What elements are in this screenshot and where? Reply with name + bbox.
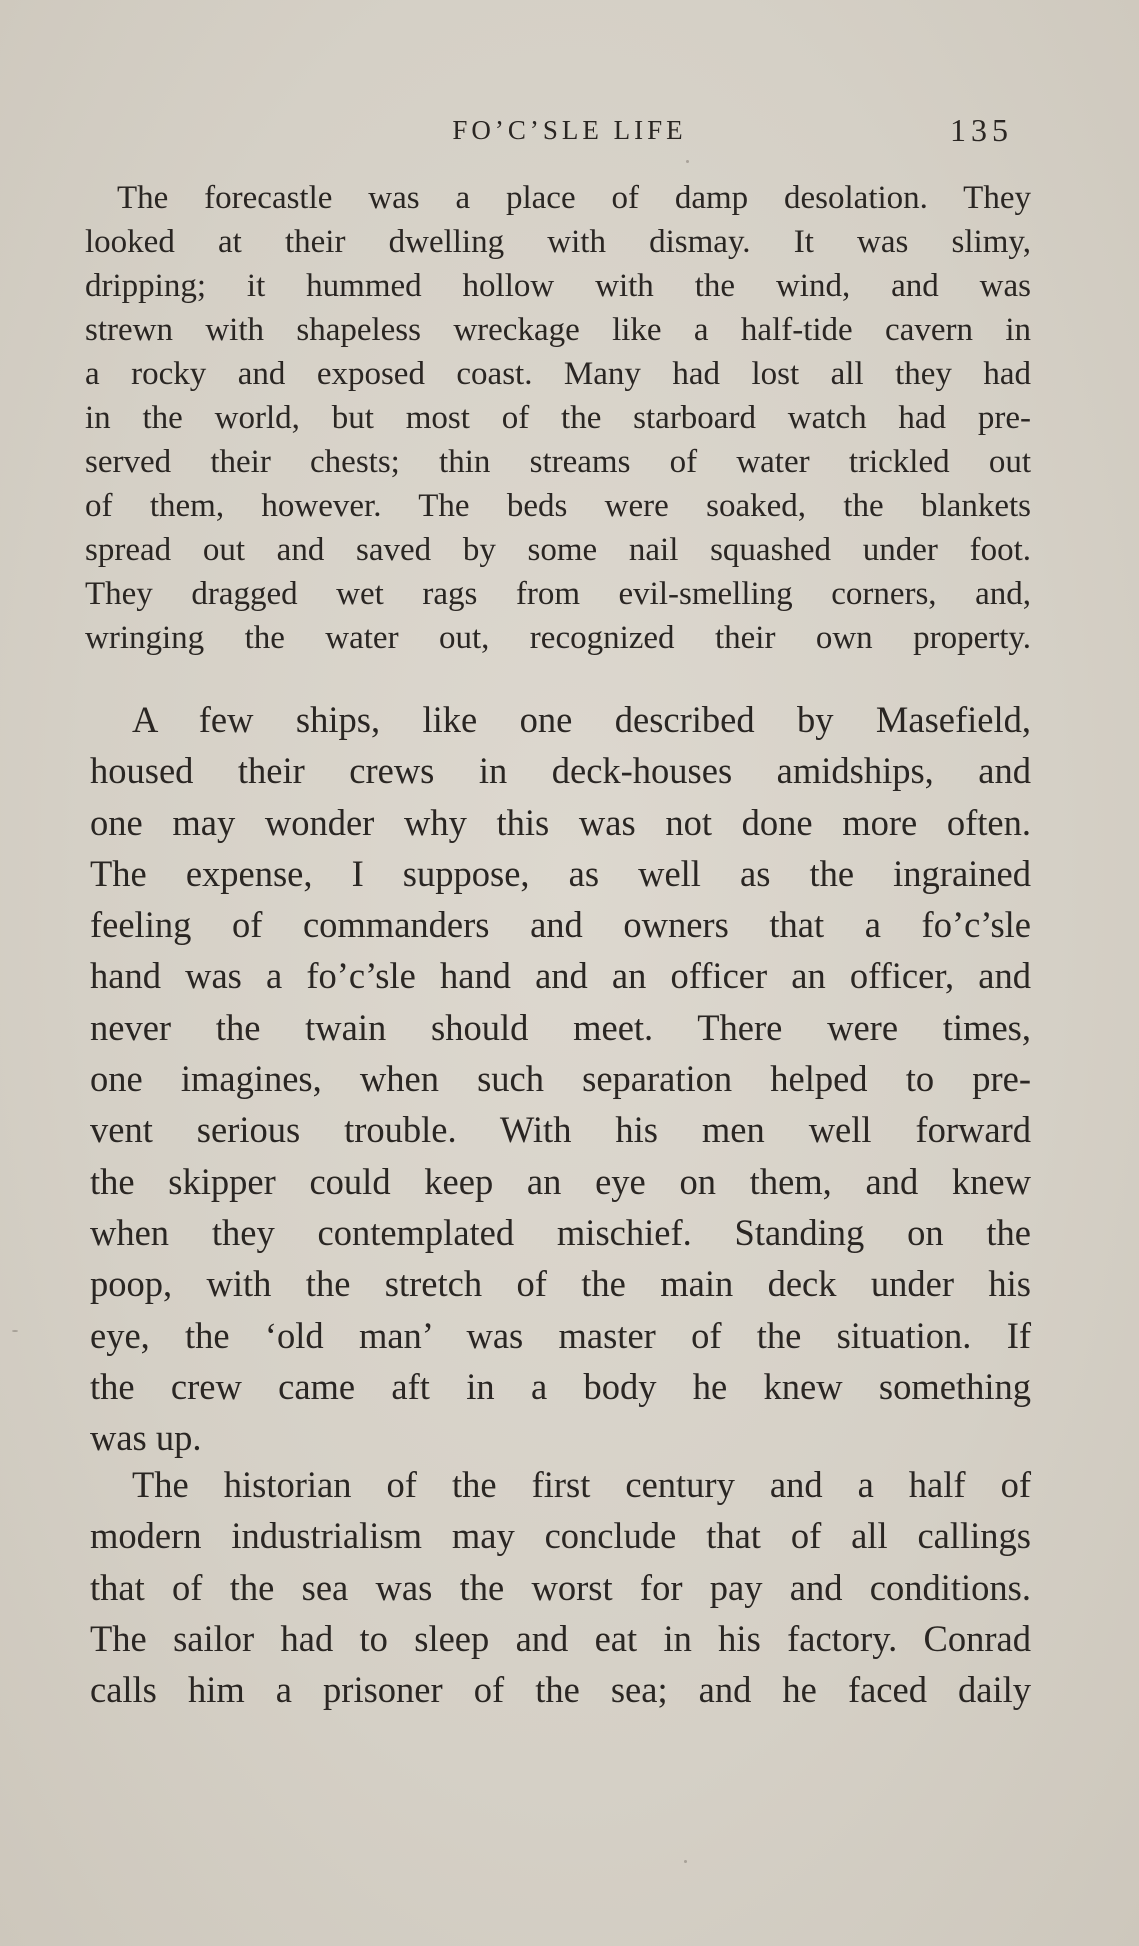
text-line: that of the sea was the worst for pay and conditions.: [90, 1566, 1031, 1608]
text-line: A few ships, like one described by Masefield,: [132, 699, 1031, 740]
text-line: housed their crews in deck-houses amidships, and: [90, 750, 1031, 792]
text-line: The expense, I suppose, as well as the ingrained: [90, 852, 1031, 894]
text-line: wringing the water out, recognized their own property.: [85, 620, 1031, 656]
text-line: The historian of the first century and a half of: [132, 1464, 1031, 1505]
text-line: never the twain should meet. There were times,: [90, 1006, 1031, 1048]
text-line: vent serious trouble. With his men well forward: [90, 1109, 1031, 1151]
body-paragraph-one: [90, 694, 1031, 1463]
text-line: one may wonder why this was not done more often.: [90, 801, 1031, 843]
running-head: [0, 110, 1139, 150]
text-line: the crew came aft in a body he knew something: [90, 1365, 1031, 1407]
text-line: a rocky and exposed coast. Many had lost all they had: [85, 356, 1031, 392]
text-line: eye, the ‘old man’ was master of the situation. If: [90, 1314, 1031, 1356]
text-line: in the world, but most of the starboard watch had pre-: [85, 400, 1031, 436]
text-line: served their chests; thin streams of water trickled out: [85, 444, 1031, 480]
text-line: strewn with shapeless wreckage like a half-tide cavern in: [85, 312, 1031, 348]
text-line: dripping; it hummed hollow with the wind, and was: [85, 268, 1031, 304]
text-line: spread out and saved by some nail squashed under foot.: [85, 532, 1031, 568]
text-line: when they contemplated mischief. Standing on the: [90, 1211, 1031, 1253]
text-line: The forecastle was a place of damp desolation. They: [117, 180, 1031, 216]
text-line: modern industrialism may conclude that of all callings: [90, 1515, 1031, 1557]
paper-speck: [684, 1860, 687, 1863]
text-line: poop, with the stretch of the main deck under his: [90, 1263, 1031, 1305]
text-line: of them, however. The beds were soaked, the blankets: [85, 488, 1031, 524]
paper-speck: [12, 1330, 18, 1332]
paper-speck: [686, 160, 689, 163]
text-line: the skipper could keep an eye on them, and knew: [90, 1160, 1031, 1202]
running-title: FO’C’SLE LIFE: [452, 115, 687, 145]
text-line: one imagines, when such separation helped to pre-: [90, 1058, 1031, 1100]
page-number: 135: [950, 112, 1013, 148]
text-line: They dragged wet rags from evil-smelling corners, and,: [85, 576, 1031, 612]
text-line: feeling of commanders and owners that a fo’c’sle: [90, 904, 1031, 946]
text-line: The sailor had to sleep and eat in his factory. Conrad: [90, 1617, 1031, 1659]
text-line: looked at their dwelling with dismay. It was slimy,: [85, 224, 1031, 260]
text-line: hand was a fo’c’sle hand and an officer an officer, and: [90, 955, 1031, 997]
text-line: was up.: [90, 1417, 202, 1459]
quoted-passage: [85, 176, 1031, 660]
text-line: calls him a prisoner of the sea; and he faced daily: [90, 1669, 1031, 1711]
body-paragraph-two: [90, 1459, 1031, 1715]
